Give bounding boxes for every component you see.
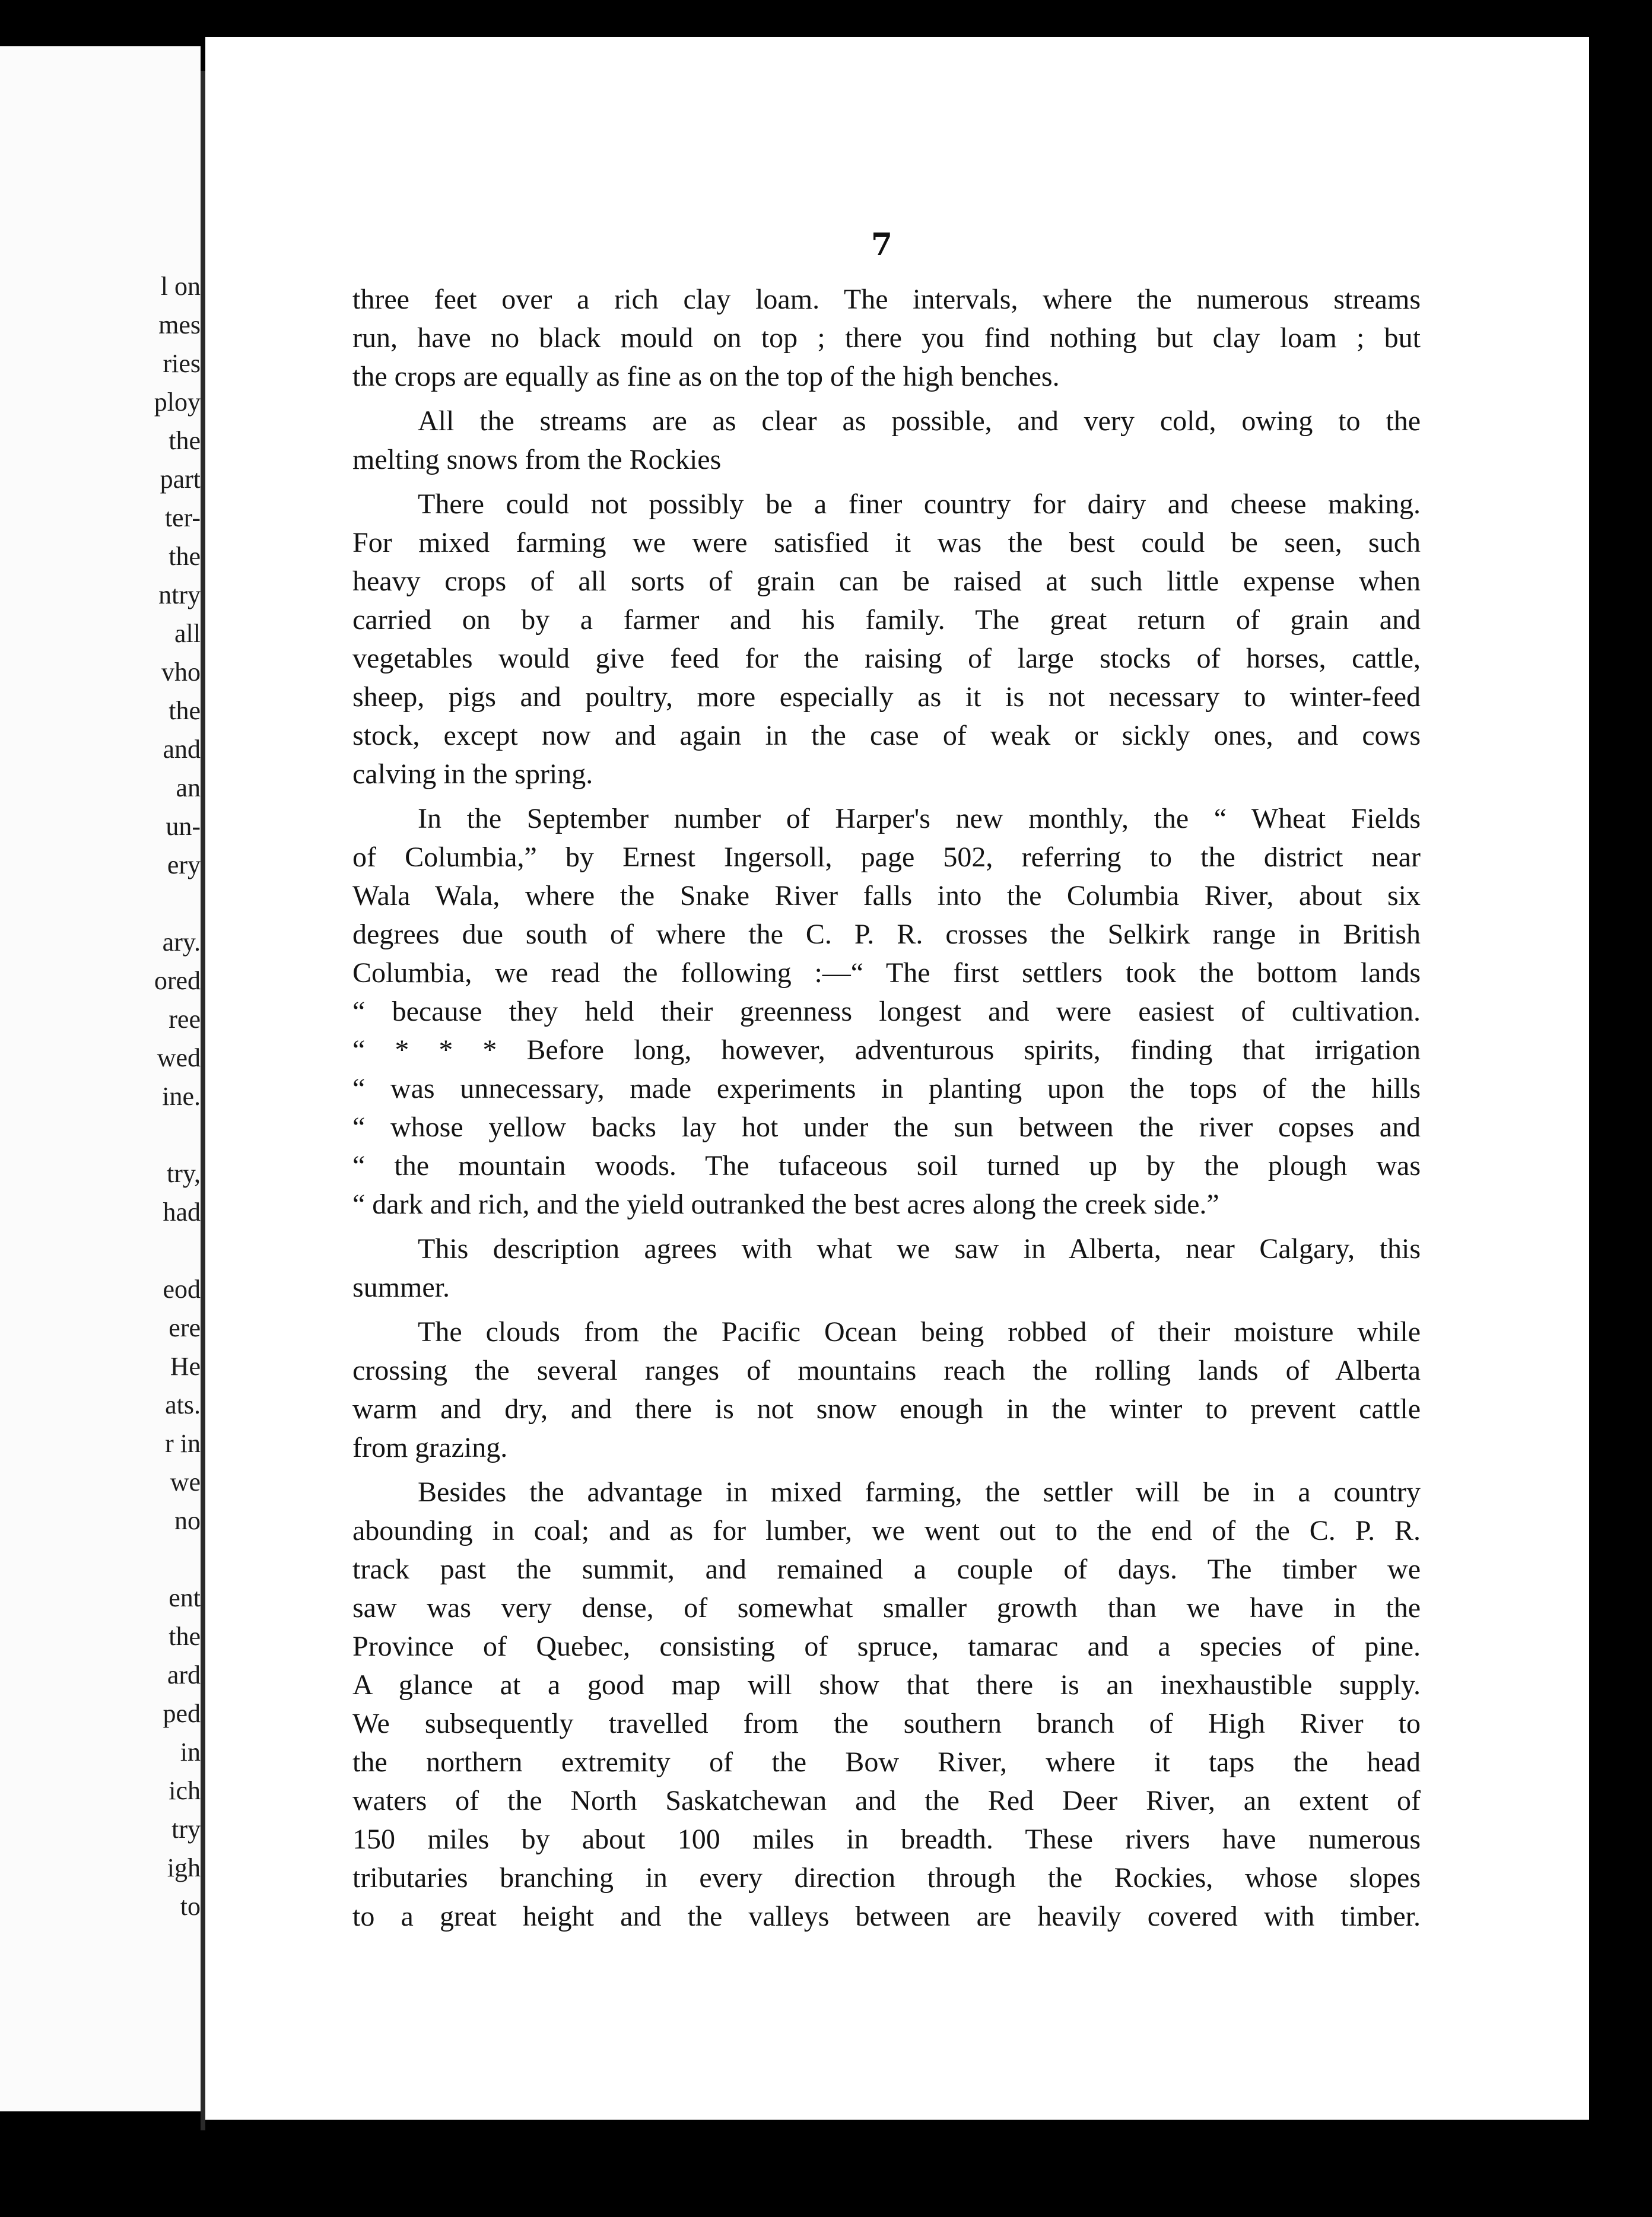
text-line: melting snows from the Rockies	[352, 444, 722, 475]
text-line: the crops are equally as fine as on the top of the high benches.	[352, 361, 1060, 392]
left-margin-word	[112, 1231, 201, 1270]
text-line: crossing the several ranges of mountains reach the rolling lands of Alberta	[352, 1355, 1421, 1386]
text-line: vegetables would give feed for the raising of large stocks of horses, cattle,	[352, 643, 1421, 674]
left-margin-word: ent	[169, 1583, 201, 1612]
text-line: from grazing.	[352, 1432, 508, 1463]
text-line: 150 miles by about 100 miles in breadth. These rivers have numerous	[352, 1824, 1421, 1855]
left-margin-word: an	[176, 773, 201, 802]
left-margin-word: mes	[158, 310, 201, 339]
text-line: summer.	[352, 1272, 450, 1303]
left-margin-word: ped	[163, 1699, 201, 1728]
left-margin-word: ats.	[165, 1390, 201, 1419]
text-line: Province of Quebec, consisting of spruce, tamarac and a species of pine.	[352, 1631, 1421, 1662]
left-margin-word: r in	[165, 1429, 201, 1458]
text-line: saw was very dense, of somewhat smaller growth than we have in the	[352, 1592, 1421, 1624]
text-line: degrees due south of where the C. P. R. crosses the Selkirk range in British	[352, 919, 1421, 950]
text-line: This description agrees with what we saw in Alberta, near Calgary, this	[418, 1233, 1421, 1265]
left-margin-word: had	[163, 1198, 201, 1227]
paragraph	[352, 402, 1421, 479]
text-line: waters of the North Saskatchewan and the Red Deer River, an extent of	[352, 1785, 1421, 1816]
text-line: There could not possibly be a finer country for dairy and cheese making.	[418, 488, 1421, 520]
left-margin-word: the	[169, 1622, 201, 1651]
left-margin-word: ored	[154, 966, 201, 995]
text-line: “ the mountain woods. The tufaceous soil turned up by the plough was	[352, 1150, 1421, 1181]
text-line: For mixed farming we were satisfied it was the best could be seen, such	[352, 527, 1421, 558]
left-page-fragment	[0, 46, 201, 2111]
text-line: Besides the advantage in mixed farming, the settler will be in a country	[418, 1476, 1421, 1508]
text-line: A glance at a good map will show that there is an inexhaustible supply.	[352, 1669, 1421, 1701]
left-margin-word: wed	[157, 1043, 201, 1072]
left-margin-word: ery	[167, 850, 201, 879]
left-margin-word	[112, 1540, 201, 1578]
text-line: abounding in coal; and as for lumber, we went out to the end of the C. P. R.	[352, 1515, 1421, 1546]
text-line: tributaries branching in every direction through the Rockies, whose slopes	[352, 1862, 1421, 1894]
left-margin-word: ich	[169, 1776, 201, 1805]
text-line: to a great height and the valleys between are heavily covered with timber.	[352, 1901, 1421, 1932]
text-line: sheep, pigs and poultry, more especially as it is not necessary to winter-feed	[352, 681, 1421, 713]
text-line: All the streams are as clear as possible, and very cold, owing to the	[418, 405, 1421, 437]
left-margin-word: ploy	[154, 388, 201, 417]
text-line: heavy crops of all sorts of grain can be raised at such little expense when	[352, 566, 1421, 597]
text-line: calving in the spring.	[352, 758, 593, 790]
left-margin-word: ries	[163, 349, 201, 378]
left-margin-word: ntry	[158, 580, 201, 609]
text-line: carried on by a farmer and his family. The great return of grain and	[352, 604, 1421, 636]
left-margin-word: igh	[167, 1853, 201, 1882]
text-line: stock, except now and again in the case of weak or sickly ones, and cows	[352, 720, 1421, 751]
text-line: track past the summit, and remained a couple of days. The timber we	[352, 1554, 1421, 1585]
left-margin-word: part	[160, 465, 201, 494]
text-line: Wala Wala, where the Snake River falls into the Columbia River, about six	[352, 880, 1421, 911]
paragraph	[352, 280, 1421, 396]
left-margin-word: l on	[160, 272, 201, 301]
text-line: three feet over a rich clay loam. The intervals, where the numerous streams	[352, 284, 1421, 315]
left-margin-word: the	[169, 542, 201, 571]
left-margin-word: ere	[169, 1313, 201, 1342]
text-line: “ because they held their greenness longest and were easiest of cultivation.	[352, 996, 1421, 1027]
left-margin-word: ine.	[162, 1082, 201, 1111]
paragraph	[352, 1313, 1421, 1467]
left-margin-word: and	[163, 735, 201, 764]
left-margin-word: we	[170, 1468, 201, 1497]
left-margin-word: vho	[161, 658, 201, 687]
left-margin-word	[112, 1116, 201, 1154]
text-line: “ was unnecessary, made experiments in planting upon the tops of the hills	[352, 1073, 1421, 1104]
left-margin-word: in	[180, 1738, 201, 1767]
left-page-margin-text	[112, 267, 201, 1926]
text-line: In the September number of Harper's new monthly, the “ Wheat Fields	[418, 803, 1421, 834]
left-margin-word: ree	[169, 1005, 201, 1034]
left-margin-word: try,	[166, 1159, 201, 1188]
text-line: We subsequently travelled from the southern branch of High River to	[352, 1708, 1421, 1739]
text-line: “ dark and rich, and the yield outranked the best acres along the creek side.”	[352, 1189, 1219, 1220]
left-margin-word: ard	[167, 1660, 201, 1689]
book-gutter	[201, 71, 205, 2130]
left-margin-word: no	[174, 1506, 201, 1535]
left-margin-word	[112, 884, 201, 923]
left-margin-word: un-	[166, 812, 201, 841]
text-line: The clouds from the Pacific Ocean being robbed of their moisture while	[418, 1316, 1421, 1348]
left-margin-word: the	[169, 426, 201, 455]
text-line: “ * * * Before long, however, adventurous spirits, finding that irrigation	[352, 1034, 1421, 1066]
body-text	[352, 280, 1421, 1942]
page-number: 7	[871, 227, 893, 263]
paragraph	[352, 1230, 1421, 1307]
left-margin-word: all	[174, 619, 201, 648]
text-line: Columbia, we read the following :—“ The first settlers took the bottom lands	[352, 957, 1421, 989]
paragraph	[352, 799, 1421, 1224]
left-margin-word: try	[171, 1815, 201, 1844]
left-margin-word: He	[170, 1352, 201, 1381]
text-line: run, have no black mould on top ; there you find nothing but clay loam ; but	[352, 322, 1421, 354]
left-margin-word: ary.	[162, 928, 201, 957]
right-page	[205, 37, 1589, 2120]
paragraph	[352, 485, 1421, 793]
left-margin-word: to	[180, 1892, 201, 1921]
left-margin-word: eod	[163, 1275, 201, 1304]
text-line: warm and dry, and there is not snow enough in the winter to prevent cattle	[352, 1393, 1421, 1425]
text-line: “ whose yellow backs lay hot under the sun between the river copses and	[352, 1111, 1421, 1143]
left-margin-word: the	[169, 696, 201, 725]
paragraph	[352, 1473, 1421, 1936]
left-margin-word: ter-	[164, 503, 201, 532]
text-line: of Columbia,” by Ernest Ingersoll, page 502, referring to the district near	[352, 841, 1421, 873]
text-line: the northern extremity of the Bow River, where it taps the head	[352, 1746, 1421, 1778]
